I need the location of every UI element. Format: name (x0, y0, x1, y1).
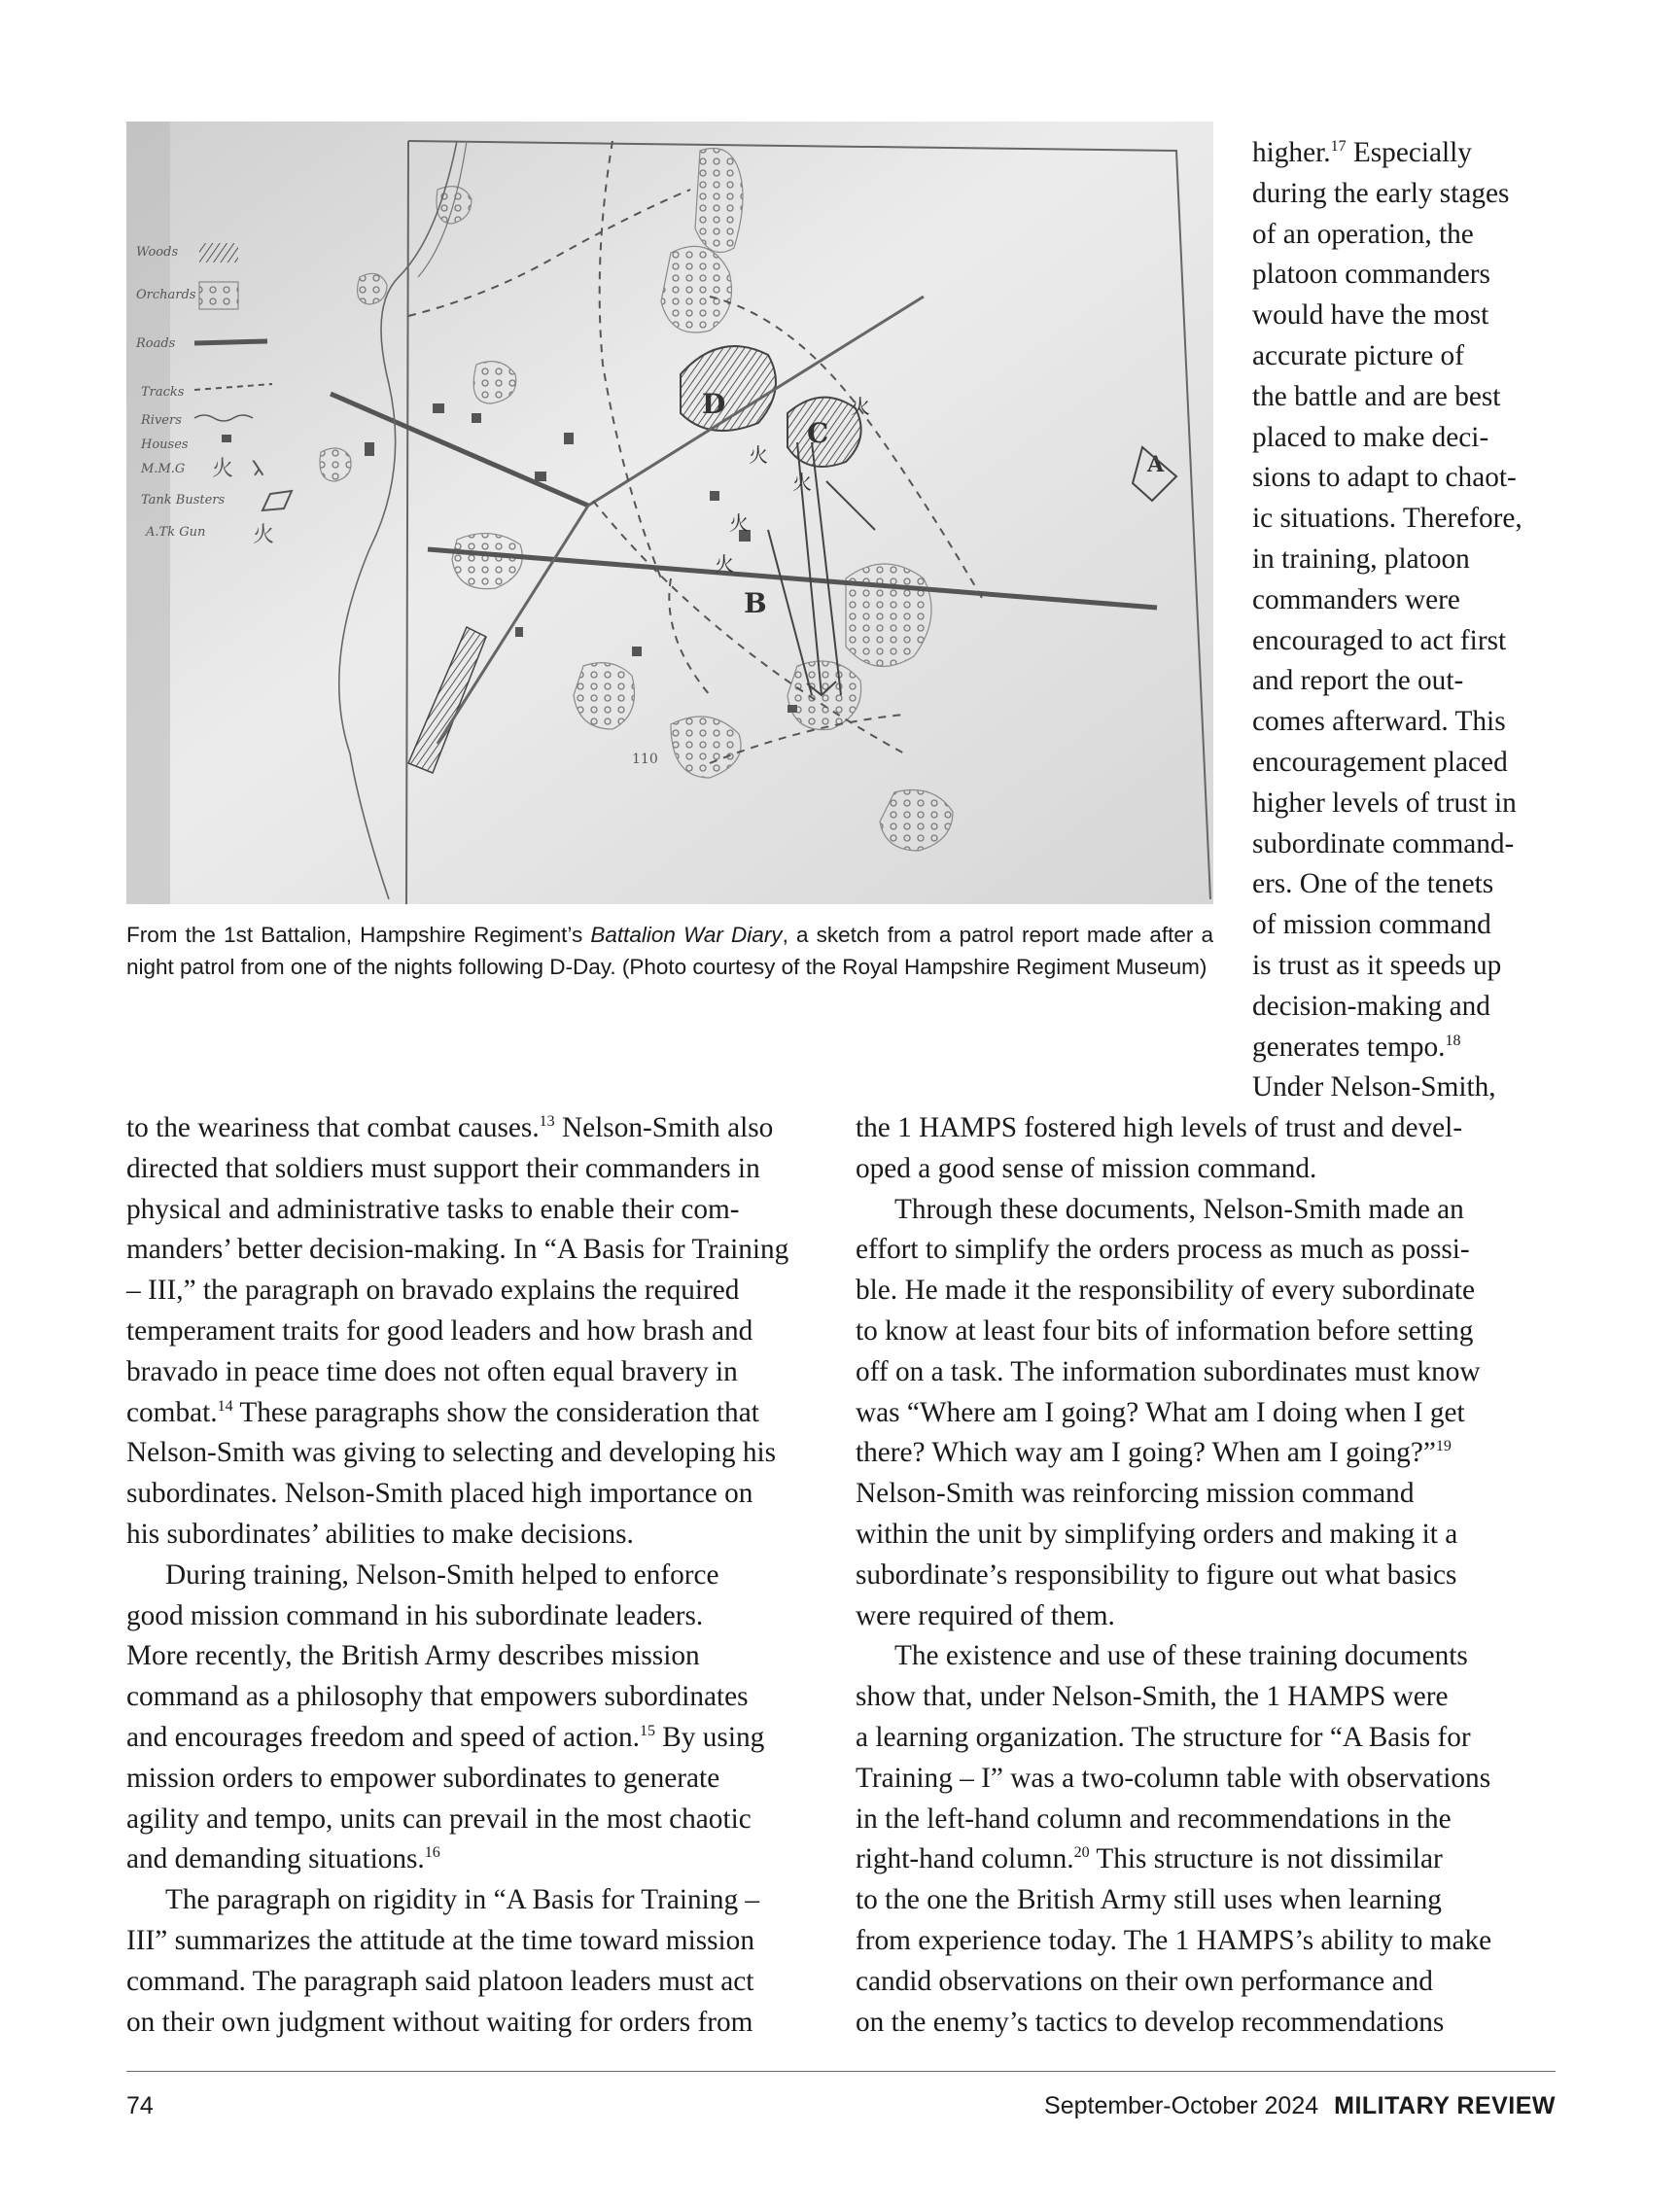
figure-caption (126, 919, 1213, 983)
caption-text-continued: , a sketch from a patrol report made after a night patrol from one of the nights following D-Day. (Photo courtesy of the Royal Hampshire Regiment Museum) (126, 923, 1214, 979)
wrap-text-column (1252, 133, 1573, 1108)
text-line: directed that soldiers must support their commanders in (126, 1152, 760, 1184)
legend-label: Orchards (136, 288, 196, 302)
text-line: generates tempo.$^{18}$ (1252, 1031, 1461, 1063)
sketch-map-drawing (126, 122, 1213, 904)
text-line: The existence and use of these training documents (894, 1640, 1468, 1672)
text-line: to the weariness that combat causes.$^{13}$ Nelson-Smith also (126, 1112, 774, 1143)
text-line: encouragement placed (1252, 746, 1508, 778)
text-line: physical and administrative tasks to enable their com- (126, 1193, 740, 1225)
text-line: and report the out- (1252, 665, 1464, 697)
svg-text:𐰳: 𐰳 (253, 457, 265, 481)
text-line: temperament traits for good leaders and how brash and (126, 1314, 753, 1347)
footer-divider (126, 2071, 1556, 2072)
patrol-sketch-map (126, 122, 1213, 904)
caption-source-title: Battalion War Diary (590, 923, 783, 947)
endnote-ref: 13 (539, 1113, 555, 1131)
text-line: higher.$^{17}$ Especially (1252, 137, 1472, 168)
svg-text:火: 火 (212, 457, 234, 481)
text-line: ble. He made it the responsibility of every subordinate (856, 1275, 1476, 1307)
body-column-right (856, 1108, 1556, 2043)
text-line: oped a good sense of mission command. (856, 1152, 1317, 1184)
text-line: accurate picture of (1252, 339, 1464, 371)
body-column-left (126, 1108, 826, 2043)
legend-label: A.Tk Gun (146, 525, 206, 540)
text-line: Training – I” was a two-column table with observations (856, 1762, 1491, 1794)
text-line: there? Which way am I going? When am I going?”$^{19}$ (856, 1437, 1452, 1469)
magazine-title: MILITARY REVIEW (1334, 2092, 1556, 2119)
legend-label: M.M.G (141, 462, 186, 476)
text-line: good mission command in his subordinate leaders. (126, 1599, 704, 1631)
text-line: agility and tempo, units can prevail in the most chaotic (126, 1802, 752, 1835)
text-line: right-hand column.$^{20}$ This structure is not dissimilar (856, 1843, 1443, 1875)
text-line: within the unit by simplifying orders and making it a (856, 1518, 1458, 1550)
text-line: show that, under Nelson-Smith, the 1 HAMPS were (856, 1681, 1449, 1713)
endnote-ref: 15 (639, 1723, 655, 1740)
text-line: Through these documents, Nelson-Smith made an (894, 1193, 1464, 1225)
text-line: candid observations on their own performance and (856, 1965, 1433, 1997)
text-line: to know at least four bits of information before setting (856, 1314, 1474, 1347)
issue-date: September-October 2024 (1044, 2092, 1319, 2119)
text-line: and encourages freedom and speed of action.$^{15}$ By using (126, 1721, 765, 1753)
text-line: commanders were (1252, 583, 1460, 615)
legend-label: Tank Busters (141, 493, 226, 508)
text-line: of an operation, the (1252, 218, 1474, 250)
text-line: decision-making and (1252, 990, 1490, 1022)
text-line: of mission command (1252, 909, 1491, 941)
position-label: D (702, 388, 726, 420)
text-line: During training, Nelson-Smith helped to enforce (165, 1558, 719, 1591)
text-line: encouraged to act first (1252, 624, 1507, 656)
text-line: mission orders to empower subordinates to generate (126, 1762, 720, 1794)
spot-height-label: 110 (632, 752, 658, 767)
text-line: subordinates. Nelson-Smith placed high importance on (126, 1478, 753, 1510)
endnote-ref: 17 (1330, 138, 1347, 156)
legend-label: Woods (136, 245, 179, 260)
text-line: – III,” the paragraph on bravado explains the required (126, 1275, 740, 1307)
text-line: off on a task. The information subordinates must know (856, 1355, 1481, 1387)
text-line: ers. One of the tenets (1252, 868, 1494, 900)
svg-text:火: 火 (792, 471, 812, 494)
svg-text:火: 火 (715, 552, 734, 576)
svg-text:火: 火 (749, 443, 768, 467)
text-line: is trust as it speeds up (1252, 949, 1502, 981)
text-line: the 1 HAMPS fostered high levels of trust and devel- (856, 1112, 1463, 1143)
position-label: A (1147, 452, 1165, 477)
text-line: Nelson-Smith was giving to selecting and developing his (126, 1437, 777, 1469)
endnote-ref: 14 (217, 1397, 233, 1415)
text-line: subordinate’s responsibility to figure out what basics (856, 1558, 1457, 1591)
page-number: 74 (126, 2092, 154, 2119)
text-line: from experience today. The 1 HAMPS’s ability to make (856, 1924, 1492, 1956)
text-line: to the one the British Army still uses when learning (856, 1884, 1442, 1916)
text-line: were required of them. (856, 1599, 1115, 1631)
legend-label: Tracks (141, 385, 185, 400)
svg-text:火: 火 (851, 395, 870, 418)
text-line: his subordinates’ abilities to make decisions. (126, 1518, 634, 1550)
text-line: manders’ better decision-making. In “A Basis for Training (126, 1234, 789, 1266)
text-line: Nelson-Smith was reinforcing mission command (856, 1478, 1415, 1510)
endnote-ref: 20 (1073, 1844, 1090, 1862)
endnote-ref: 18 (1445, 1032, 1461, 1049)
text-line: the battle and are best (1252, 380, 1501, 412)
caption-text: From the 1st Battalion, Hampshire Regiment’s (126, 923, 591, 947)
legend-label: Houses (141, 438, 189, 452)
endnote-ref: 16 (424, 1844, 440, 1862)
position-label: C (807, 417, 829, 449)
text-line: Under Nelson-Smith, (1252, 1071, 1496, 1103)
endnote-ref: 19 (1435, 1438, 1452, 1455)
text-line: subordinate command- (1252, 827, 1515, 859)
text-line: would have the most (1252, 299, 1489, 332)
text-line: in training, platoon (1252, 542, 1470, 575)
text-line: a learning organization. The structure for “A Basis for (856, 1721, 1471, 1753)
text-line: combat.$^{14}$ These paragraphs show the consideration that (126, 1396, 759, 1428)
legend-label: Rivers (141, 413, 182, 428)
text-line: bravado in peace time does not often equal bravery in (126, 1355, 738, 1387)
text-line: placed to make deci- (1252, 421, 1489, 453)
text-line: III” summarizes the attitude at the time toward mission (126, 1924, 754, 1956)
text-line: on their own judgment without waiting for orders from (126, 2006, 753, 2038)
svg-text:火: 火 (253, 523, 275, 547)
text-line: comes afterward. This (1252, 706, 1506, 738)
text-line: The paragraph on rigidity in “A Basis for Training – (165, 1884, 760, 1916)
text-line: ic situations. Therefore, (1252, 503, 1522, 535)
legend-label: Roads (136, 336, 176, 351)
text-line: and demanding situations.$^{16}$ (126, 1843, 440, 1875)
position-label: B (744, 587, 767, 619)
text-line: platoon commanders (1252, 259, 1490, 291)
text-line: was “Where am I going? What am I doing when I get (856, 1396, 1465, 1428)
svg-text:火: 火 (729, 511, 749, 535)
text-line: in the left-hand column and recommendations in the (856, 1802, 1452, 1835)
footer-issue (1044, 2092, 1556, 2120)
text-line: higher levels of trust in (1252, 787, 1517, 819)
text-line: More recently, the British Army describes mission (126, 1640, 700, 1672)
text-line: sions to adapt to chaot- (1252, 462, 1517, 494)
text-line: command as a philosophy that empowers subordinates (126, 1681, 749, 1713)
text-line: during the early stages (1252, 177, 1510, 209)
text-line: on the enemy’s tactics to develop recommendations (856, 2006, 1445, 2038)
text-line: effort to simplify the orders process as much as possi- (856, 1234, 1470, 1266)
text-line: command. The paragraph said platoon leaders must act (126, 1965, 754, 1997)
